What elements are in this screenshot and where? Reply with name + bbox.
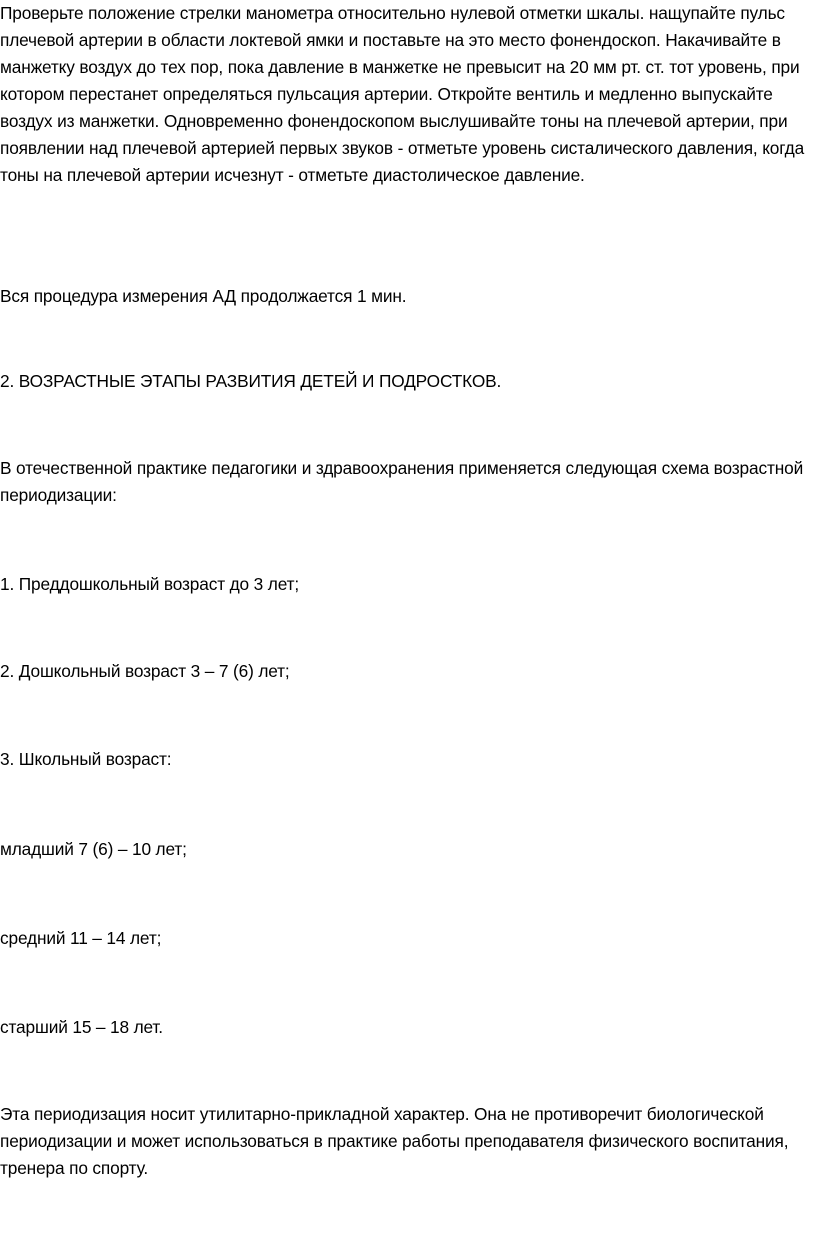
sub-item-middle: средний 11 – 14 лет; <box>0 928 162 948</box>
paragraph-conclusion: Эта периодизация носит утилитарно-прикладной характер. Она не противоречит биологической периодизации и может использоваться в практике работы преподавателя физического воспитания, тренера по спорту. <box>0 1104 789 1178</box>
list-item-preschool: 2. Дошкольный возраст 3 – 7 (6) лет; <box>0 661 290 681</box>
paragraph-duration: Вся процедура измерения АД продолжается 1 мин. <box>0 286 407 306</box>
section-heading: 2. ВОЗРАСТНЫЕ ЭТАПЫ РАЗВИТИЯ ДЕТЕЙ И ПОДРОСТКОВ. <box>0 371 502 391</box>
sub-item-senior: старший 15 – 18 лет. <box>0 1017 163 1037</box>
paragraph-measurement-procedure: Проверьте положение стрелки манометра относительно нулевой отметки шкалы. нащупайте пульс плечевой артерии в области локтевой ямки и поставьте на это место фонендоскоп. Накачивайте в манжетку воздух до тех пор, пока давление в манжетке не превысит на 20 мм рт. ст. тот уровень, при котором перестанет определяться пульсация артерии. Откройте вентиль и медленно выпускайте воздух из манжетки. Одновременно фонендоскопом выслушивайте тоны на плечевой артерии, при появлении над плечевой артерией первых звуков - отметьте уровень систалического давления, когда тоны на плечевой артерии исчезнут - отметьте диастолическое давление. <box>0 3 805 185</box>
list-item-school: 3. Школьный возраст: <box>0 749 172 769</box>
sub-item-junior: младший 7 (6) – 10 лет; <box>0 839 187 859</box>
paragraph-scheme-intro: В отечественной практике педагогики и здравоохранения применяется следующая схема возрастной периодизации: <box>0 458 804 505</box>
list-item-preschool-early: 1. Преддошкольный возраст до 3 лет; <box>0 574 300 594</box>
